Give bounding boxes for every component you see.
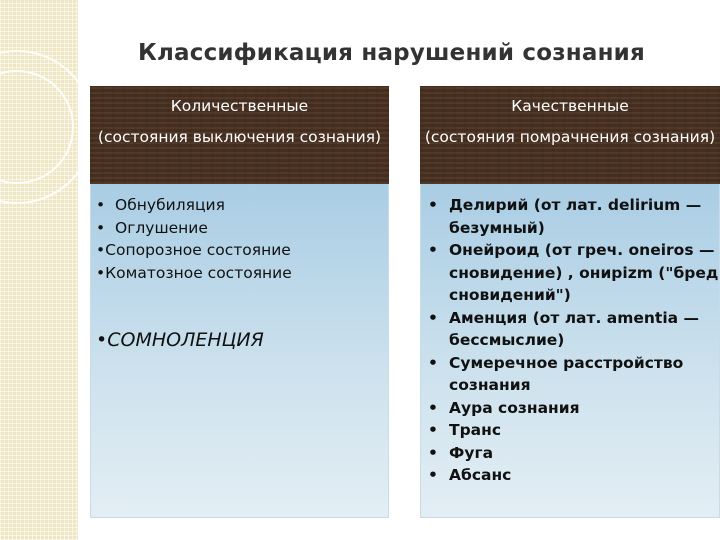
bullet: •: [96, 218, 106, 237]
bullet: •: [428, 308, 438, 327]
decorative-side-strip: [0, 0, 78, 540]
bullet: •: [96, 329, 108, 351]
bullet: •: [96, 196, 106, 214]
somnolence-item: •СОМНОЛЕНЦИЯ: [96, 329, 264, 351]
decorative-arc: [0, 50, 94, 204]
bullet: •: [428, 466, 438, 484]
qualitative-header-subtitle: (состояния помрачнения сознания): [424, 128, 716, 146]
list-item: •Сопорозное состояние: [96, 241, 291, 259]
list-item: • Онейроид (от греч. oneiros — сновидение) , онирizm ("бред сновидений"): [426, 239, 719, 307]
qualitative-list: [420, 184, 720, 518]
bullet: •: [428, 421, 438, 439]
list-item: • Оглушение: [96, 218, 208, 237]
list-item: • Абсанс: [426, 464, 719, 487]
list-item: • Транс: [426, 419, 719, 442]
bullet: •: [428, 398, 438, 417]
qualitative-header: [420, 86, 720, 184]
quantitative-header: [90, 86, 389, 184]
list-item: • Сумеречное расстройство сознания: [426, 352, 719, 397]
bullet: •: [96, 263, 106, 282]
list-item: • Аменция (от лат. amentia — бессмыслие): [426, 307, 719, 352]
slide-title: Классификация нарушений сознания: [138, 40, 645, 66]
bullet: •: [428, 196, 438, 214]
list-item: • Делирий (от лат. delirium — безумный): [426, 194, 719, 239]
list-item: • Фуга: [426, 442, 719, 465]
bullet: •: [428, 353, 438, 372]
qualitative-header-title: Качественные: [511, 97, 629, 115]
quantitative-header-title: Количественные: [170, 97, 309, 115]
bullet: •: [428, 241, 438, 259]
quantitative-list: [90, 184, 389, 518]
list-item: •Коматозное состояние: [96, 263, 292, 282]
quantitative-header-subtitle: (состояния выключения сознания): [97, 128, 382, 146]
bullet: •: [96, 241, 106, 259]
bullet: •: [428, 443, 438, 462]
list-item: • Обнубиляция: [96, 196, 225, 214]
list-item: • Аура сознания: [426, 397, 719, 420]
